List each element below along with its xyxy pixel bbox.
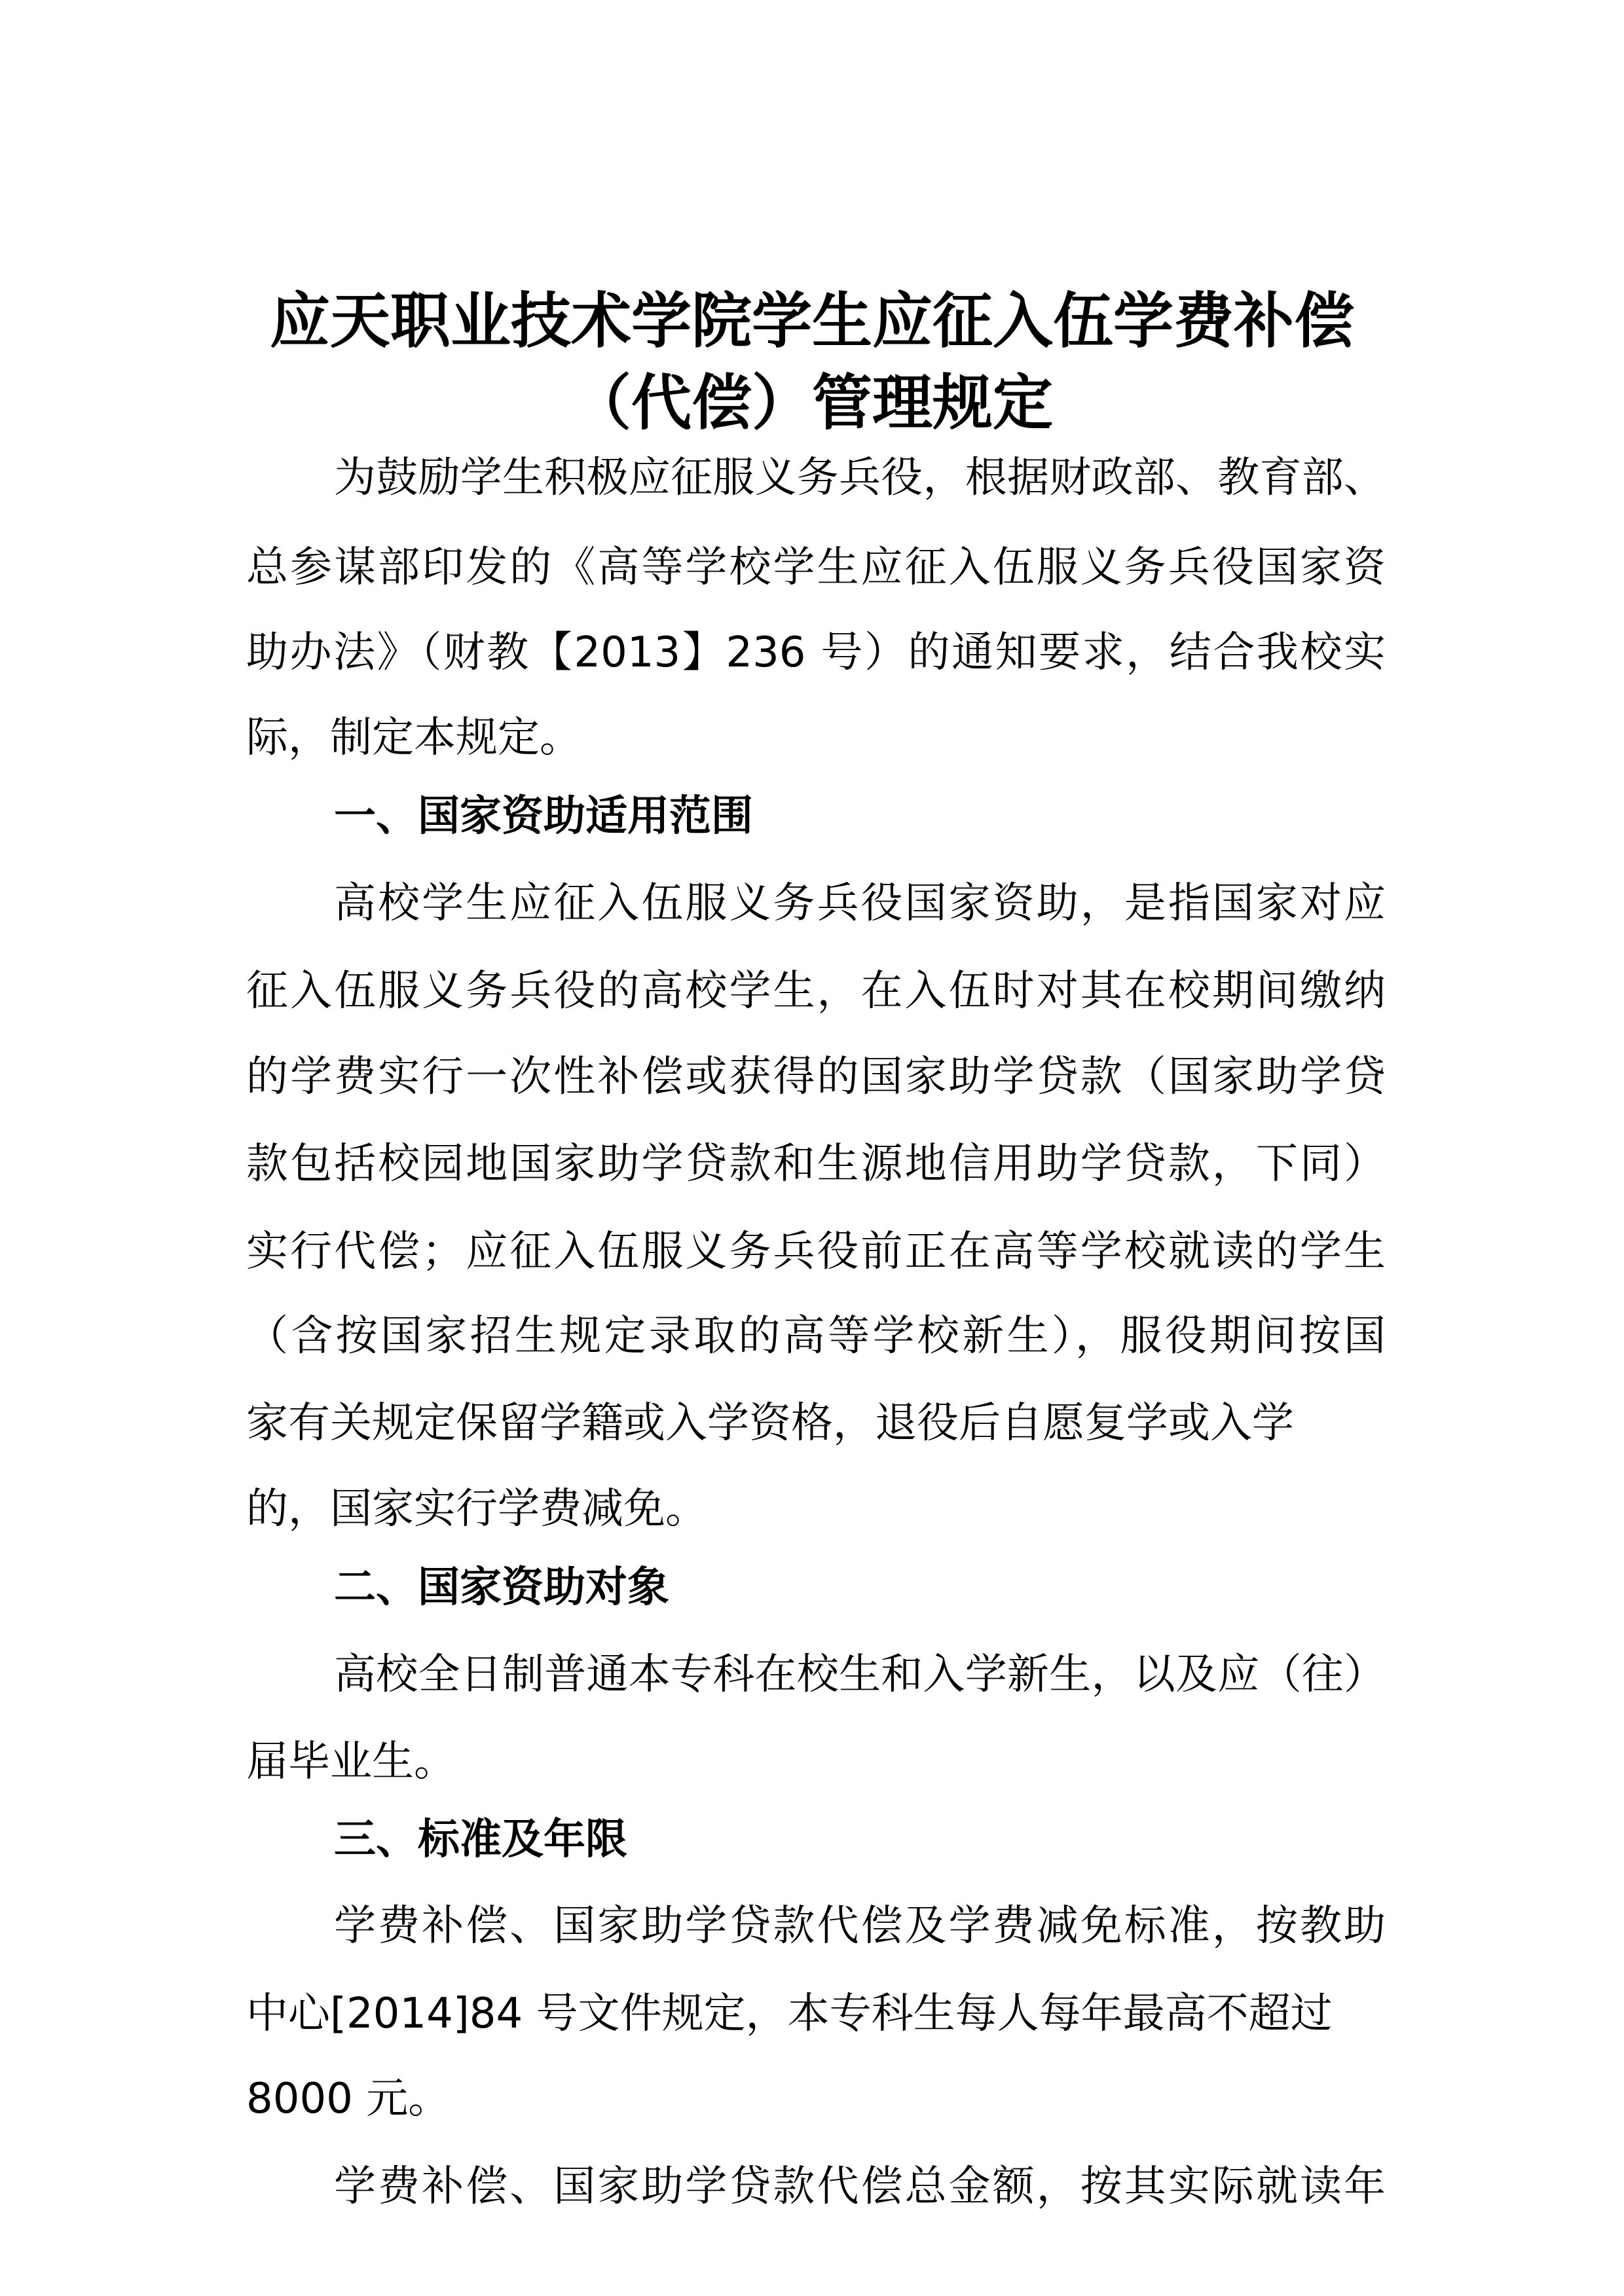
- paragraph-line: 实行代偿；应征入伍服义务兵役前正在高等学校就读的学生: [246, 1228, 1386, 1276]
- paragraph-line: 中心[2014]84 号文件规定，本专科生每人每年最高不超过: [246, 1990, 1333, 2038]
- paragraph-line: 助办法》（财教【2013】236 号）的通知要求，结合我校实: [246, 629, 1386, 677]
- paragraph-line: 款包括校园地国家助学贷款和生源地信用助学贷款，下同）: [246, 1140, 1386, 1188]
- document-title-line-2: （代偿）管理规定: [570, 367, 1053, 438]
- paragraph-line: 高校全日制普通本专科在校生和入学新生，以及应（往）: [334, 1650, 1386, 1699]
- paragraph-line: 学费补偿、国家助学贷款代偿及学费减免标准，按教助: [334, 1902, 1386, 1950]
- paragraph-line: 届毕业生。: [246, 1738, 456, 1786]
- paragraph-line: 际，制定本规定。: [246, 714, 581, 762]
- paragraph-line: 家有关规定保留学籍或入学资格，退役后自愿复学或入学: [246, 1399, 1294, 1448]
- paragraph-line: 学费补偿、国家助学贷款代偿总金额，按其实际就读年: [334, 2162, 1386, 2211]
- paragraph-line: 征入伍服义务兵役的高校学生，在入伍时对其在校期间缴纳: [246, 967, 1386, 1015]
- paragraph-line: 为鼓励学生积极应征服义务兵役，根据财政部、教育部、: [334, 454, 1386, 502]
- section-heading: 一、国家资助适用范围: [334, 792, 753, 841]
- section-heading: 三、标准及年限: [334, 1815, 627, 1864]
- paragraph-line: 8000 元。: [246, 2075, 451, 2123]
- document-title-line-1: 应天职业技术学院学生应征入伍学费补偿: [269, 285, 1354, 356]
- paragraph-line: 的学费实行一次性补偿或获得的国家助学贷款（国家助学贷: [246, 1053, 1386, 1101]
- section-heading: 二、国家资助对象: [334, 1563, 669, 1612]
- paragraph-line: （含按国家招生规定录取的高等学校新生），服役期间按国: [246, 1312, 1386, 1360]
- paragraph-line: 高校学生应征入伍服义务兵役国家资助，是指国家对应: [334, 879, 1386, 928]
- paragraph-line: 总参谋部印发的《高等学校学生应征入伍服义务兵役国家资: [246, 543, 1386, 592]
- paragraph-line: 的，国家实行学费减免。: [246, 1485, 707, 1533]
